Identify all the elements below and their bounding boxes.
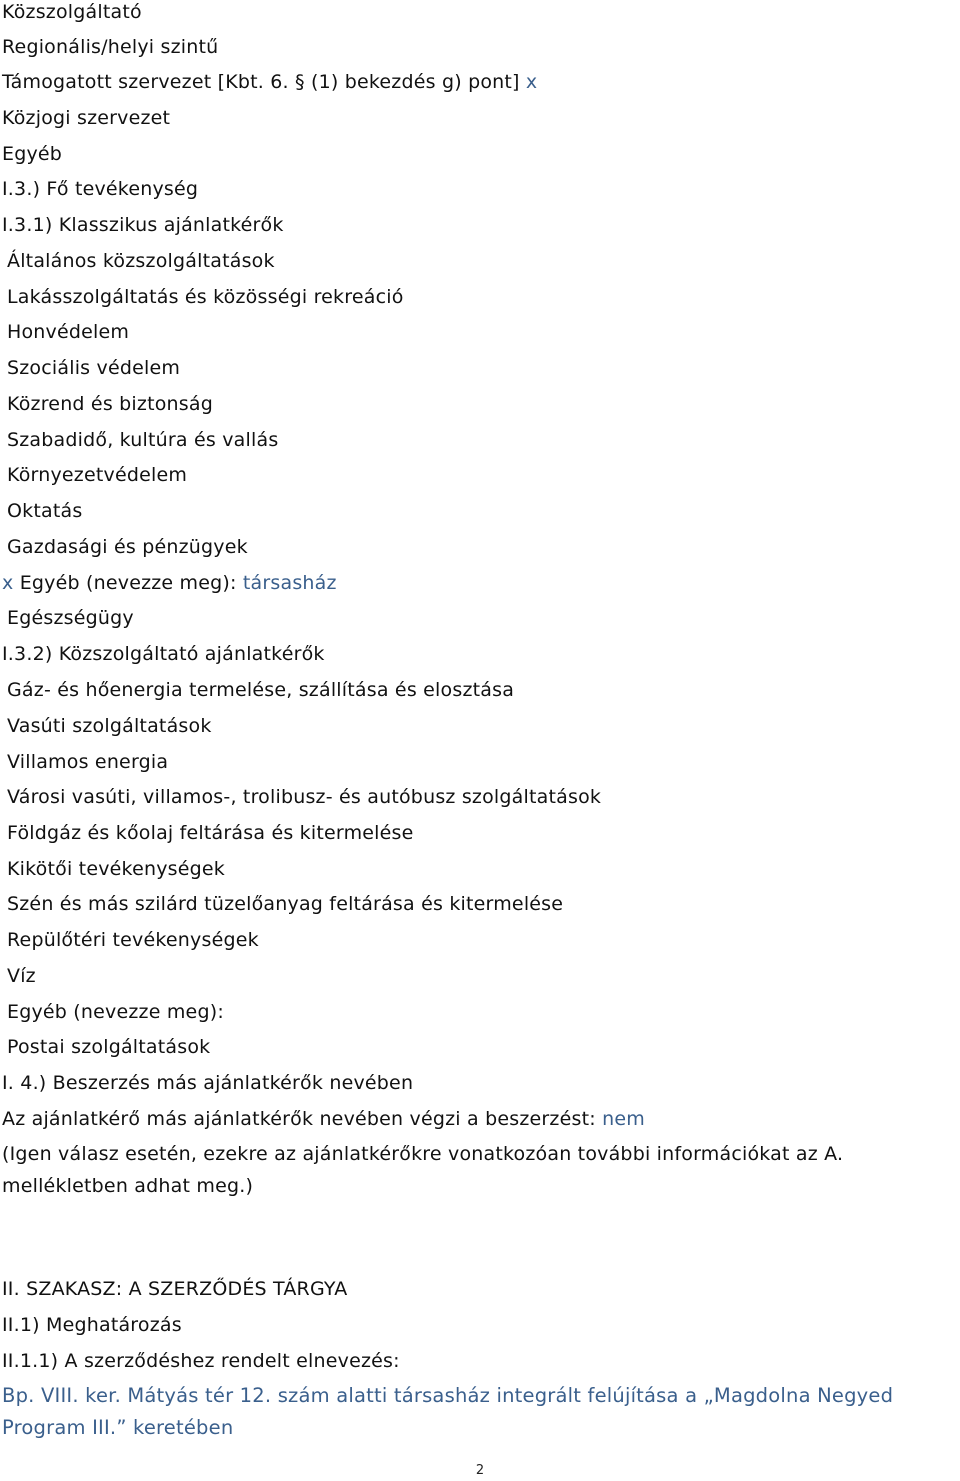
- header-line-1: Közszolgáltató: [2, 1, 142, 23]
- other-value: társasház: [242, 572, 337, 594]
- header-line-5: Egyéb: [2, 143, 63, 165]
- header-line-4: Közjogi szervezet: [2, 107, 171, 129]
- section-i4-question: Az ajánlatkérő más ajánlatkérők nevében végzi a beszerzést:: [2, 1108, 596, 1130]
- section-i4-note: (Igen válasz esetén, ezekre az ajánlatkérőkre vonatkozóan további információkat az A. mellékletben adhat meg.): [2, 1143, 844, 1197]
- utility-item: Szén és más szilárd tüzelőanyag feltárása és kitermelése: [7, 893, 564, 915]
- other-selected-mark: x: [2, 572, 14, 594]
- utility-item: Vasúti szolgáltatások: [7, 715, 212, 737]
- section-ii-heading: II. SZAKASZ: A SZERZŐDÉS TÁRGYA: [2, 1278, 348, 1300]
- header-line-2: Regionális/helyi szintű: [2, 36, 219, 58]
- section-i31-heading: I.3.1) Klasszikus ajánlatkérők: [2, 214, 284, 236]
- classic-item-other: [2, 571, 337, 595]
- utility-item: Kikötői tevékenységek: [7, 858, 225, 880]
- classic-item: Gazdasági és pénzügyek: [7, 536, 248, 558]
- header-line-3: [2, 70, 537, 94]
- utility-item: Városi vasúti, villamos-, trolibusz- és autóbusz szolgáltatások: [7, 786, 602, 808]
- section-i4-question-line: [2, 1107, 645, 1131]
- page-number: 2: [475, 1463, 485, 1478]
- supported-org-mark: x: [525, 71, 538, 93]
- classic-item: Szabadidő, kultúra és vallás: [7, 429, 279, 451]
- classic-item: Környezetvédelem: [7, 464, 188, 486]
- utility-item: Földgáz és kőolaj feltárása és kitermelése: [7, 822, 414, 844]
- section-ii11-heading: II.1.1) A szerződéshez rendelt elnevezés:: [2, 1350, 400, 1372]
- classic-item: Közrend és biztonság: [7, 393, 213, 415]
- classic-item: Honvédelem: [7, 321, 130, 343]
- utility-item: Víz: [7, 965, 36, 987]
- classic-item: Egészségügy: [7, 607, 134, 629]
- utility-item: Egyéb (nevezze meg):: [7, 1001, 224, 1023]
- section-i3-heading: I.3.) Fő tevékenység: [2, 178, 199, 200]
- utility-item: Villamos energia: [7, 751, 169, 773]
- section-i32-heading: I.3.2) Közszolgáltató ajánlatkérők: [2, 643, 325, 665]
- section-i4-answer: nem: [602, 1108, 645, 1130]
- section-i4-heading: I. 4.) Beszerzés más ajánlatkérők nevében: [2, 1072, 414, 1094]
- utility-item: Repülőtéri tevékenységek: [7, 929, 259, 951]
- utility-item: Postai szolgáltatások: [7, 1036, 211, 1058]
- classic-item: Oktatás: [7, 500, 83, 522]
- utility-item: Gáz- és hőenergia termelése, szállítása és elosztása: [7, 679, 515, 701]
- contract-name: Bp. VIII. ker. Mátyás tér 12. szám alatti társasház integrált felújítása a „Magdolna Negyed Program III.” keretében: [2, 1384, 894, 1439]
- classic-item: Általános közszolgáltatások: [7, 250, 275, 272]
- classic-item: Szociális védelem: [7, 357, 181, 379]
- classic-item: Lakásszolgáltatás és közösségi rekreáció: [7, 286, 404, 308]
- other-label: Egyéb (nevezze meg):: [19, 572, 237, 594]
- supported-org-label: Támogatott szervezet [Kbt. 6. § (1) bekezdés g) pont]: [2, 71, 520, 93]
- section-ii1-heading: II.1) Meghatározás: [2, 1314, 182, 1336]
